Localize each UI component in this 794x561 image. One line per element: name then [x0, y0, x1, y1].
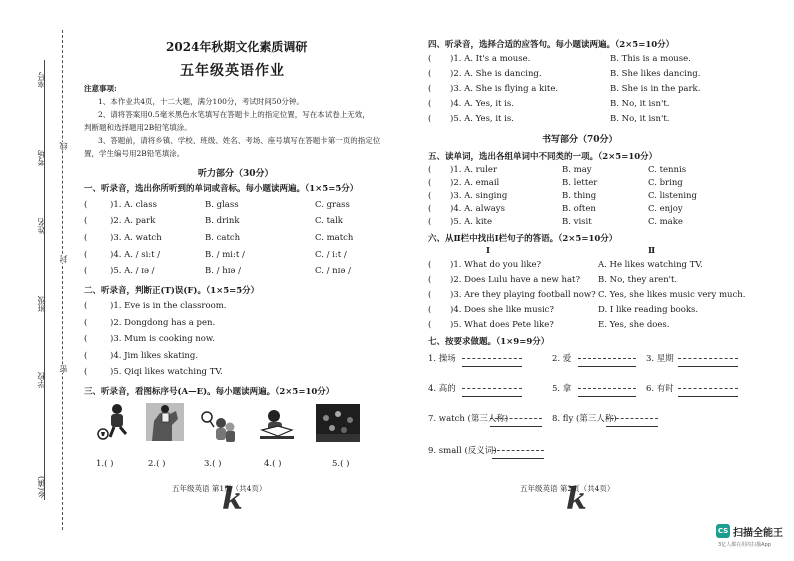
q3-item-5[interactable]: 5.( ): [332, 459, 350, 469]
q3-item-1[interactable]: 1.( ): [96, 459, 114, 469]
q4-row-4-paren: (: [428, 99, 432, 109]
q4-row-2-paren: (: [428, 69, 432, 79]
q7-item-1-guide: [462, 358, 522, 359]
q6-row-3-paren: (: [428, 290, 432, 300]
q7-item-9-blank[interactable]: [492, 458, 544, 459]
q1-row-4-a[interactable]: )4. A. / si:t /: [110, 250, 161, 260]
seal-mark-line: 线: [59, 142, 68, 150]
q6-row-3-answer[interactable]: C. Yes, she likes music very much.: [598, 290, 746, 300]
name-label: 姓名: [37, 218, 46, 234]
q6-col-i-header: Ⅰ: [486, 246, 490, 256]
q1-row-3-paren: (: [84, 233, 88, 243]
q1-row-1-b[interactable]: B. glass: [205, 200, 239, 210]
q1-row-5-c[interactable]: C. / nɪə /: [315, 266, 351, 276]
q5-row-3-paren: (: [428, 191, 432, 201]
q2-row-3-paren: (: [84, 334, 88, 344]
seal-line: [62, 30, 63, 530]
q1-row-3-a[interactable]: )3. A. watch: [110, 233, 162, 243]
q5-row-1-paren: (: [428, 165, 432, 175]
q7-item-3-label: 3. 星期: [646, 354, 674, 364]
q5-row-3-c[interactable]: C. listening: [648, 191, 697, 201]
reading-girl-picture: [258, 406, 296, 444]
q4-row-4-b[interactable]: B. No, it isn't.: [610, 99, 670, 109]
q6-row-5-paren: (: [428, 320, 432, 330]
q4-row-5-paren: (: [428, 114, 432, 124]
q5-row-5-paren: (: [428, 217, 432, 227]
soccer-player-picture: [96, 403, 134, 441]
q7-item-5-guide: [578, 388, 636, 389]
listening-heading: 听力部分（30分）: [198, 169, 274, 179]
camscanner-badge-icon: CS: [716, 524, 730, 538]
q2-title: 二、听录音，判断正(T)误(F)。（1×5=5分）: [84, 286, 260, 296]
q7-item-3-guide: [678, 358, 738, 359]
q1-row-3-c[interactable]: C. match: [315, 233, 354, 243]
q5-row-5-b[interactable]: B. visit: [562, 217, 592, 227]
q7-item-6-blank[interactable]: [678, 396, 738, 397]
q1-row-1-paren: (: [84, 200, 88, 210]
q7-item-6-label: 6. 有时: [646, 384, 674, 394]
q6-row-4-question: )4. Does she like music?: [450, 305, 554, 315]
q5-row-4-paren: (: [428, 204, 432, 214]
q4-row-1-paren: (: [428, 54, 432, 64]
q1-row-4-c[interactable]: C. / i:t /: [315, 250, 347, 260]
q7-item-3-blank[interactable]: [678, 366, 738, 367]
q5-row-2-c[interactable]: C. bring: [648, 178, 683, 188]
k-watermark-logo: k: [222, 482, 243, 517]
q4-row-5-a[interactable]: )5. A. Yes, it is.: [450, 114, 514, 124]
k-watermark-logo-2: k: [566, 482, 587, 517]
notes-line-4: 3、答题前，请将乡镇、学校、班级、姓名、考场、座号填写在答题卡第一页的指定位: [98, 136, 381, 145]
q7-item-5-label: 5. 拿: [552, 384, 572, 394]
q7-item-9-label: 9. small (反义词): [428, 446, 497, 456]
scanner-app-name: 扫描全能王: [733, 528, 783, 539]
school-label: 学校: [37, 372, 46, 388]
q7-item-7-guide: [490, 418, 542, 419]
q3-title: 三、听录音，看图标序号(A—E)。每小题读两遍。（2×5=10分）: [84, 387, 335, 397]
q6-row-5-answer[interactable]: E. Yes, she does.: [598, 320, 670, 330]
notes-line-5: 置，学生编号用2B铅笔填涂。: [84, 149, 185, 158]
q6-row-3-question: )3. Are they playing football now?: [450, 290, 596, 300]
q6-row-5-question: )5. What does Pete like?: [450, 320, 554, 330]
q4-row-1-b[interactable]: B. This is a mouse.: [610, 54, 691, 64]
q4-row-4-a[interactable]: )4. A. Yes, it is.: [450, 99, 514, 109]
q7-item-2-label: 2. 爱: [552, 354, 572, 364]
class-label: 班级: [37, 296, 46, 312]
q4-title: 四、听录音，选择合适的应答句。每小题读两遍。（2×5=10分）: [428, 40, 675, 50]
q2-row-4-text: )4. Jim likes skating.: [110, 351, 199, 361]
q5-row-4-a[interactable]: )4. A. always: [450, 204, 505, 214]
q7-item-4-guide: [462, 388, 522, 389]
q5-title: 五、读单词，选出各组单词中不同类的一项。（2×5=10分）: [428, 152, 658, 162]
q7-item-8-label: 8. fly (第三人称): [552, 414, 617, 424]
exam-title: 2024年秋期文化素质调研: [166, 40, 308, 54]
q7-item-6-guide: [678, 388, 738, 389]
q1-row-5-b[interactable]: B. / hɪə /: [205, 266, 242, 276]
q1-row-5-paren: (: [84, 266, 88, 276]
q5-row-1-c[interactable]: C. tennis: [648, 165, 687, 175]
q6-row-2-paren: (: [428, 275, 432, 285]
q6-row-1-answer[interactable]: A. He likes watching TV.: [598, 260, 703, 270]
q6-row-4-paren: (: [428, 305, 432, 315]
q4-row-2-b[interactable]: B. She likes dancing.: [610, 69, 701, 79]
q4-row-3-paren: (: [428, 84, 432, 94]
q1-row-2-paren: (: [84, 216, 88, 226]
q5-row-2-a[interactable]: )2. A. email: [450, 178, 500, 188]
q2-row-2-text: )2. Dongdong has a pen.: [110, 318, 216, 328]
q7-item-5-blank[interactable]: [578, 396, 636, 397]
q3-item-4[interactable]: 4.( ): [264, 459, 282, 469]
q7-item-7-blank[interactable]: [490, 426, 542, 427]
q5-row-1-a[interactable]: )1. A. ruler: [450, 165, 498, 175]
q2-row-5-text: )5. Qiqi likes watching TV.: [110, 367, 223, 377]
q7-item-8-blank[interactable]: [606, 426, 658, 427]
night-stage-picture: [316, 404, 360, 442]
q7-item-9-guide: [492, 450, 544, 451]
q4-row-5-b[interactable]: B. No, it isn't.: [610, 114, 670, 124]
q7-item-4-label: 4. 高的: [428, 384, 456, 394]
q3-item-2[interactable]: 2.( ): [148, 459, 166, 469]
q5-row-1-b[interactable]: B. may: [562, 165, 592, 175]
q2-row-1-text: )1. Eve is in the classroom.: [110, 301, 227, 311]
q7-title: 七、按要求做题。（1×9=9分）: [428, 337, 550, 347]
q5-row-5-a[interactable]: )5. A. kite: [450, 217, 492, 227]
q1-title: 一、听录音，选出你所听到的单词或音标。每小题读两遍。（1×5=5分）: [84, 184, 359, 194]
q5-row-2-paren: (: [428, 178, 432, 188]
notes-line-1: 1、本作业共4页，十二大题，满分100分，考试时间50分钟。: [98, 97, 304, 106]
q6-row-2-question: )2. Does Lulu have a new hat?: [450, 275, 581, 285]
q1-row-5-a[interactable]: )5. A. / ɪə /: [110, 266, 155, 276]
q7-item-1-label: 1. 操场: [428, 354, 456, 364]
q7-item-2-guide: [578, 358, 636, 359]
q4-row-3-a[interactable]: )3. A. She is flying a kite.: [450, 84, 559, 94]
exam-subtitle: 五年级英语作业: [180, 63, 285, 79]
notes-heading: 注意事项:: [84, 84, 117, 93]
q7-item-2-blank[interactable]: [578, 366, 636, 367]
q1-row-2-a[interactable]: )2. A. park: [110, 216, 156, 226]
seal-mark-seal: 封: [59, 255, 68, 263]
q4-row-2-a[interactable]: )2. A. She is dancing.: [450, 69, 542, 79]
q6-col-ii-header: Ⅱ: [648, 246, 656, 256]
q1-row-1-c[interactable]: C. grass: [315, 200, 350, 210]
q5-row-4-b[interactable]: B. often: [562, 204, 596, 214]
q7-item-4-blank[interactable]: [462, 396, 522, 397]
q5-row-2-b[interactable]: B. letter: [562, 178, 598, 188]
q1-row-4-b[interactable]: B. / mi:t /: [205, 250, 245, 260]
q1-row-2-b[interactable]: B. drink: [205, 216, 240, 226]
q2-row-4-paren: (: [84, 351, 88, 361]
q7-item-8-guide: [606, 418, 658, 419]
seal-mark-secret: 密: [59, 365, 68, 373]
q4-row-3-b[interactable]: B. She is in the park.: [610, 84, 701, 94]
township-label: 乡(镇): [37, 476, 46, 499]
q5-row-3-b[interactable]: B. thing: [562, 191, 597, 201]
q6-row-4-answer[interactable]: D. I like reading books.: [598, 305, 699, 315]
writing-heading: 书写部分（70分）: [542, 135, 618, 145]
exam-room-label: 考场: [37, 150, 46, 166]
q7-item-1-blank[interactable]: [462, 366, 522, 367]
q6-row-1-paren: (: [428, 260, 432, 270]
name-write-line: [44, 60, 46, 500]
page-2-footer: 五年级英语 第2页（共4页）: [520, 484, 615, 493]
q4-row-1-a[interactable]: )1. A. It's a mouse.: [450, 54, 531, 64]
q3-item-3[interactable]: 3.( ): [204, 459, 222, 469]
q1-row-1-a[interactable]: )1. A. class: [110, 200, 157, 210]
notes-line-3: 判断题和选择题用2B铅笔填涂。: [84, 123, 192, 132]
scanner-tagline: 3亿人都在用的扫描App: [718, 542, 771, 548]
seat-number-label: 座号: [37, 72, 46, 88]
q5-row-3-a[interactable]: )3. A. singing: [450, 191, 508, 201]
horse-riding-picture: [146, 403, 184, 441]
page-1-footer: 五年级英语 第1页（共4页）: [172, 484, 267, 493]
q2-row-2-paren: (: [84, 318, 88, 328]
q6-title: 六、从Ⅱ栏中找出Ⅰ栏句子的答语。（2×5=10分）: [428, 234, 618, 244]
q5-row-4-c[interactable]: C. enjoy: [648, 204, 683, 214]
q5-row-5-c[interactable]: C. make: [648, 217, 683, 227]
q7-item-7-label: 7. watch (第三人称): [428, 414, 509, 424]
q2-row-5-paren: (: [84, 367, 88, 377]
q2-row-1-paren: (: [84, 301, 88, 311]
notes-line-2: 2、请将答案用0.5毫米黑色水笔填写在答题卡上的指定位置，写在本试卷上无效，: [98, 110, 370, 119]
q6-row-2-answer[interactable]: B. No, they aren't.: [598, 275, 678, 285]
tennis-players-picture: [198, 405, 236, 443]
q1-row-3-b[interactable]: B. catch: [205, 233, 241, 243]
q6-row-1-question: )1. What do you like?: [450, 260, 542, 270]
q2-row-3-text: )3. Mum is cooking now.: [110, 334, 215, 344]
q1-row-2-c[interactable]: C. talk: [315, 216, 343, 226]
q1-row-4-paren: (: [84, 250, 88, 260]
